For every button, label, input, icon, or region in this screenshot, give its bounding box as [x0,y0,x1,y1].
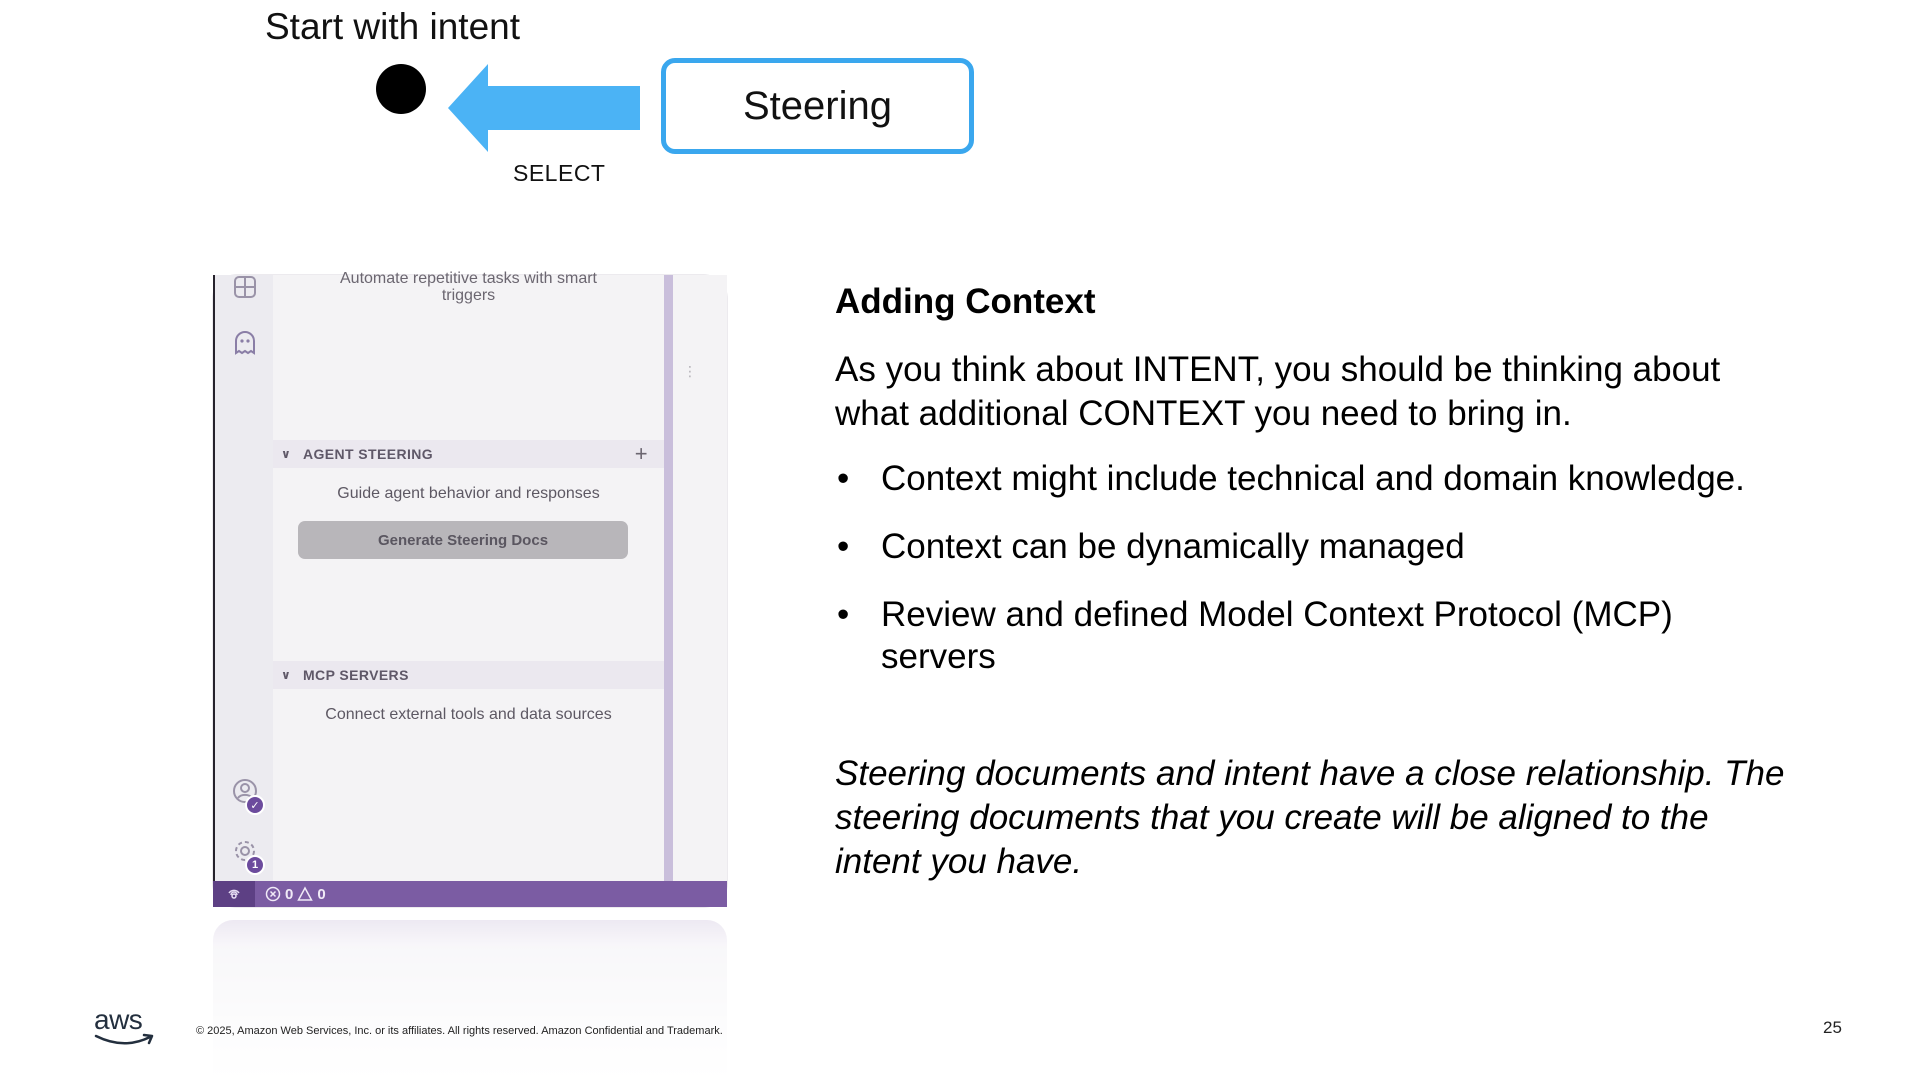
aws-logo-text: aws [94,1004,143,1035]
chevron-down-icon: ∨ [281,668,292,682]
ghost-icon[interactable] [231,329,259,357]
add-steering-icon[interactable]: + [634,441,648,466]
content-intro: As you think about INTENT, you should be thinking about what additional CONTEXT you need to bring in. [835,350,1721,433]
agent-steering-header[interactable] [273,440,664,468]
panel-divider[interactable] [664,275,673,881]
ide-screenshot [213,270,727,907]
bullet-item: • Context can be dynamically managed [835,526,1795,568]
agent-steering-description: Guide agent behavior and responses [337,485,600,502]
remote-icon[interactable] [213,881,255,907]
agent-steering-title: AGENT STEERING [303,446,434,462]
start-with-intent-label: Start with intent [265,6,521,47]
reflection-body [213,946,727,1080]
mcp-servers-header[interactable] [273,661,664,689]
kiro-side-panel [273,270,664,881]
mcp-servers-title: MCP SERVERS [303,667,409,683]
bullet-item: • Context might include technical and domain knowledge. [835,458,1795,500]
error-icon [265,886,281,902]
aws-smile-icon [94,1032,156,1048]
warning-count: 0 [317,885,326,903]
closing-statement: Steering documents and intent have a close relationship. The steering documents that you create will be aligned to the intent you have. [835,754,1785,881]
status-bar [213,881,727,907]
reflection-status-bar [213,920,727,946]
hooks-icon[interactable] [231,273,259,301]
copyright-notice: © 2025, Amazon Web Services, Inc. or its affiliates. All rights reserved. Amazon Confidential and Trademark. [196,1025,723,1037]
chevron-down-icon: ∨ [281,447,292,461]
bullet-item: • Review and defined Model Context Protocol (MCP) servers [835,594,1795,678]
hooks-description-cut: Automate repetitive tasks with smart [340,270,597,287]
ide-reflection [213,920,727,1080]
warning-icon [297,886,313,902]
hooks-description-tail: triggers [441,287,496,304]
account-check-badge: ✓ [245,795,265,815]
settings-count-badge: 1 [245,855,265,875]
page-number: 25 [1823,1018,1842,1037]
aws-logo [94,1004,156,1048]
problems-indicator[interactable] [265,881,326,907]
editor-area [673,275,727,881]
generate-steering-docs-button[interactable] [298,521,628,559]
bullet-list [835,458,1795,704]
mcp-servers-description: Connect external tools and data sources [325,706,612,723]
content-heading: Adding Context [835,282,1096,321]
activity-bar [213,275,273,881]
generate-steering-docs-label: Generate Steering Docs [377,531,549,549]
steering-label: Steering [743,83,892,128]
intent-dot [376,64,426,114]
error-count: 0 [285,885,294,903]
select-label: SELECT [513,160,606,186]
editor-cursor-glyph: ⋮ [683,363,697,379]
steering-box [661,58,974,154]
select-arrow [448,64,640,152]
